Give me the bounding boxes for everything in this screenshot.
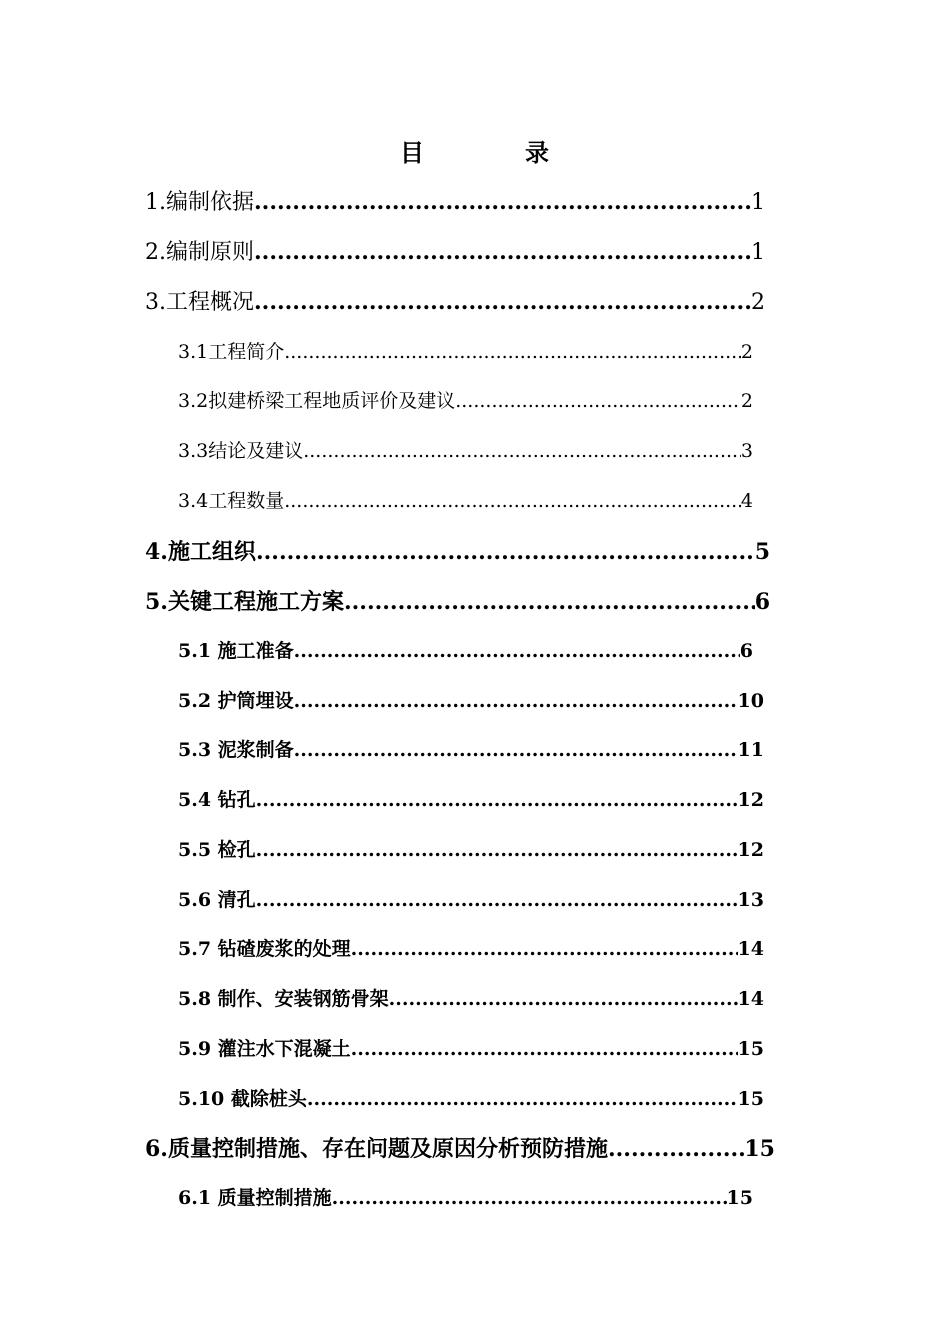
toc-entry-page: 15 [737, 1038, 764, 1060]
toc-entry-page: 3 [740, 440, 753, 462]
toc-leader-dots [344, 589, 755, 615]
toc-entry-page: 2 [740, 341, 753, 363]
toc-entry-5-4[interactable] [178, 785, 764, 811]
toc-leader-dots [284, 341, 741, 363]
toc-entry-page: 15 [737, 1088, 764, 1110]
toc-entry-label: 5.9 灌注水下混凝土 [178, 1038, 351, 1060]
toc-title-part-2: 录 [525, 138, 549, 167]
toc-entry-2[interactable] [145, 235, 765, 265]
toc-entry-label: 3.工程概况 [145, 290, 254, 315]
toc-entry-6-1[interactable] [178, 1183, 753, 1209]
toc-leader-dots [284, 490, 741, 512]
toc-entry-page: 11 [737, 739, 764, 761]
toc-entry-5-7[interactable] [178, 934, 764, 960]
toc-entry-label: 5.3 泥浆制备 [178, 739, 294, 761]
toc-entry-4[interactable] [145, 535, 770, 565]
toc-leader-dots [307, 1088, 738, 1110]
toc-entry-page: 14 [737, 988, 764, 1010]
toc-entry-page: 6 [739, 640, 753, 662]
toc-leader-dots [351, 938, 738, 960]
toc-entry-label: 5.4 钻孔 [178, 789, 256, 811]
toc-entry-label: 5.6 清孔 [178, 889, 256, 911]
toc-leader-dots [256, 839, 738, 861]
toc-entry-3-1[interactable] [178, 337, 753, 363]
toc-entry-page: 13 [737, 889, 764, 911]
toc-entry-label: 5.2 护筒埋设 [178, 690, 294, 712]
toc-entry-5-6[interactable] [178, 885, 764, 911]
toc-entry-3-3[interactable] [178, 436, 753, 462]
toc-leader-dots [256, 789, 738, 811]
toc-leader-dots [455, 390, 741, 412]
toc-leader-dots [351, 1038, 738, 1060]
toc-entry-5-9[interactable] [178, 1034, 764, 1060]
toc-leader-dots [294, 739, 738, 761]
toc-entry-label: 5.8 制作、安装钢筋骨架 [178, 988, 389, 1010]
toc-entry-page: 5 [754, 539, 770, 565]
toc-entry-label: 5.1 施工准备 [178, 640, 294, 662]
toc-entry-5-10[interactable] [178, 1084, 764, 1110]
toc-entry-page: 14 [737, 938, 764, 960]
toc-entry-label: 4.施工组织 [145, 539, 256, 565]
toc-leader-dots [294, 640, 740, 662]
toc-leader-dots [332, 1187, 727, 1209]
toc-entry-label: 5.10 截除桩头 [178, 1088, 307, 1110]
toc-entry-label: 6.1 质量控制措施 [178, 1187, 332, 1209]
toc-entry-5-8[interactable] [178, 984, 764, 1010]
toc-entry-page: 2 [751, 290, 765, 315]
toc-entry-label: 6.质量控制措施、存在问题及原因分析预防措施 [145, 1136, 608, 1162]
toc-entry-page: 15 [744, 1136, 775, 1162]
toc-leader-dots [389, 988, 738, 1010]
toc-entry-page: 1 [751, 190, 765, 215]
toc-entry-3-2[interactable] [178, 386, 753, 412]
toc-entry-page: 12 [737, 839, 764, 861]
toc-leader-dots [303, 440, 741, 462]
toc-entry-page: 15 [726, 1187, 753, 1209]
toc-entry-5-5[interactable] [178, 835, 764, 861]
toc-leader-dots [254, 289, 751, 315]
toc-entry-label: 3.3结论及建议 [178, 440, 304, 462]
toc-entry-page: 6 [754, 589, 770, 615]
toc-entry-5-3[interactable] [178, 735, 764, 761]
toc-entry-6[interactable] [145, 1132, 775, 1162]
toc-entry-page: 4 [740, 490, 753, 512]
toc-entry-page: 1 [751, 240, 765, 265]
toc-entry-page: 2 [740, 390, 753, 412]
toc-leader-dots [608, 1136, 744, 1162]
toc-leader-dots [294, 690, 738, 712]
toc-entry-3-4[interactable] [178, 486, 753, 512]
toc-entry-label: 5.5 检孔 [178, 839, 256, 861]
toc-title-part-1: 目 [400, 138, 424, 167]
toc-entry-label: 3.4工程数量 [178, 490, 285, 512]
toc-entry-label: 5.7 钻碴废浆的处理 [178, 938, 351, 960]
toc-entry-label: 1.编制依据 [145, 190, 254, 215]
toc-leader-dots [256, 539, 755, 565]
toc-entry-5-2[interactable] [178, 686, 764, 712]
toc-entry-page: 12 [737, 789, 764, 811]
toc-entry-page: 10 [737, 690, 764, 712]
toc-entry-label: 3.2拟建桥梁工程地质评价及建议 [178, 390, 456, 412]
toc-entry-label: 3.1工程简介 [178, 341, 285, 363]
toc-leader-dots [256, 889, 738, 911]
toc-entry-5-1[interactable] [178, 636, 753, 662]
toc-entry-label: 2.编制原则 [145, 240, 254, 265]
toc-leader-dots [254, 239, 751, 265]
toc-entry-label: 5.关键工程施工方案 [145, 589, 344, 615]
toc-entry-3[interactable] [145, 285, 765, 315]
toc-entry-5[interactable] [145, 585, 770, 615]
toc-leader-dots [254, 189, 751, 215]
toc-entry-1[interactable] [145, 185, 765, 215]
